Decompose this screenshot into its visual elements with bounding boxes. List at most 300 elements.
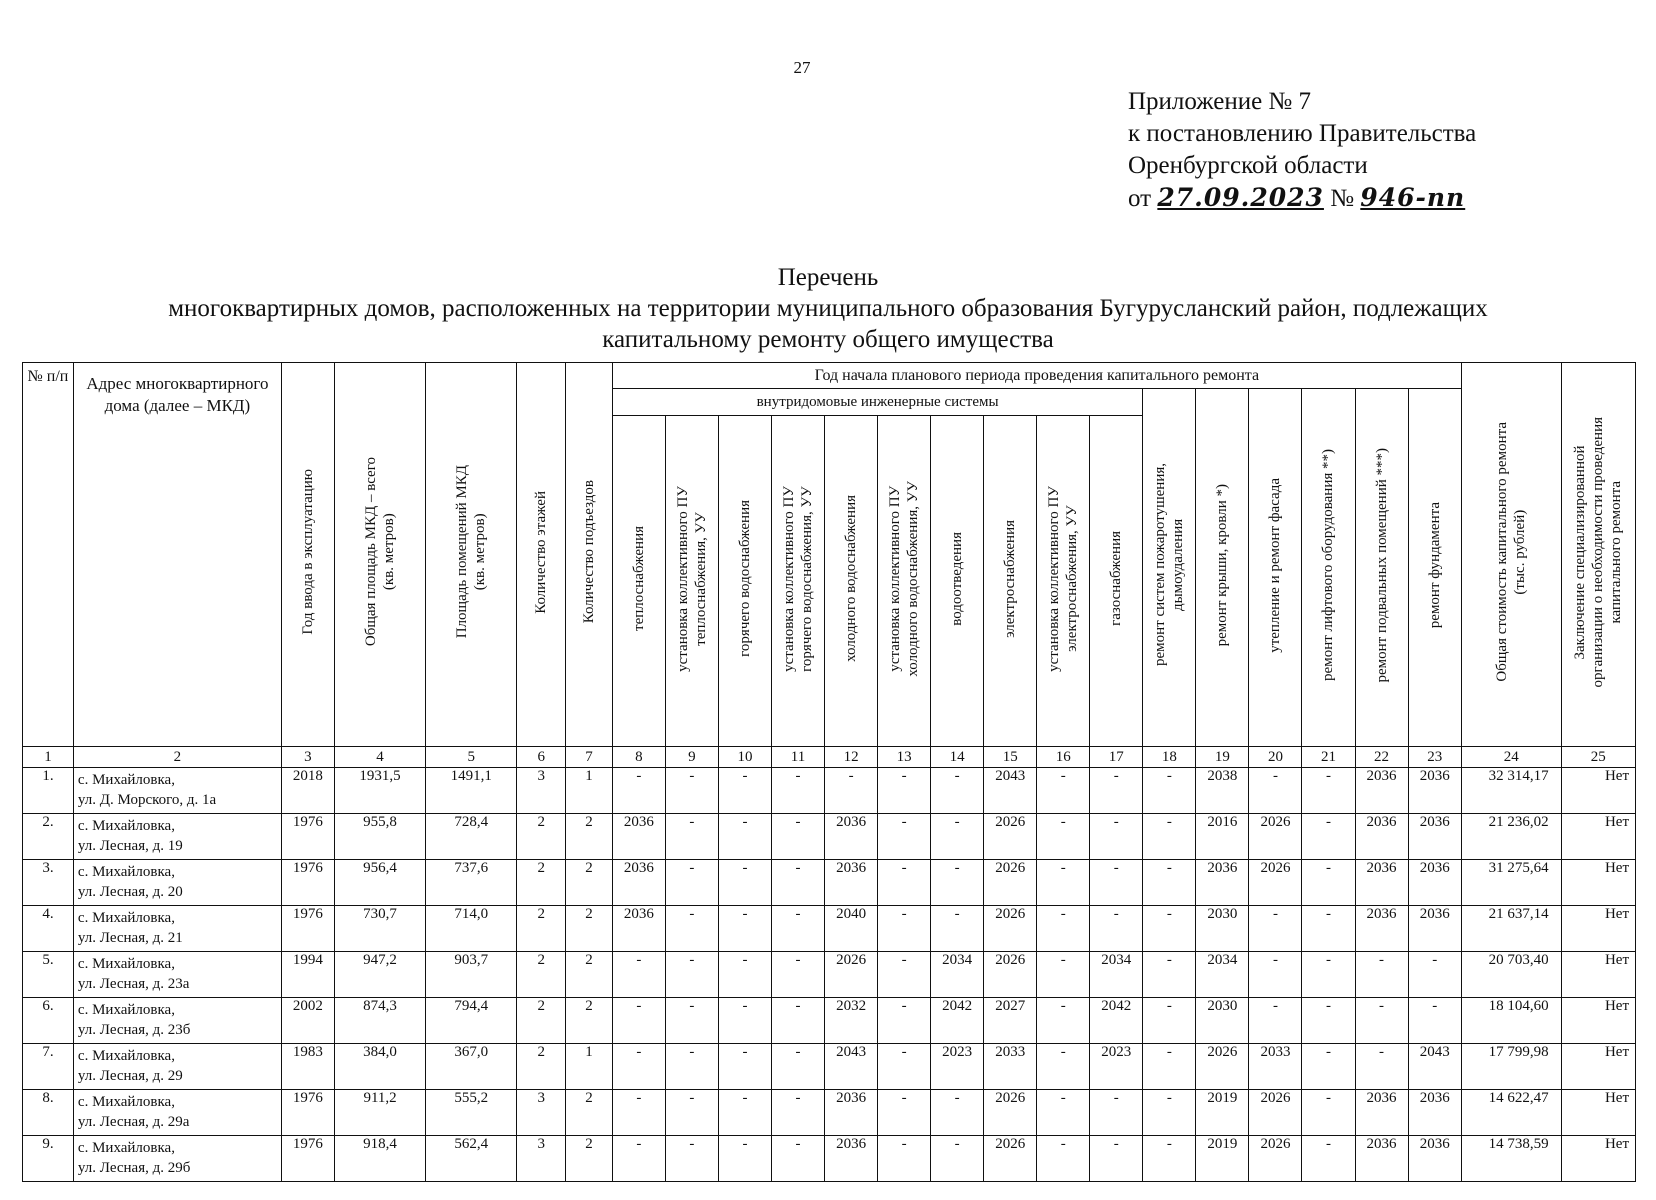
table-cell: - xyxy=(1302,998,1355,1044)
header-group-year: Год начала планового периода проведения капитального ремонта xyxy=(612,363,1461,389)
table-cell: - xyxy=(718,814,771,860)
column-number: 4 xyxy=(334,747,425,768)
header-group-systems: внутридомовые инженерные системы xyxy=(612,389,1142,416)
table-cell: - xyxy=(931,768,984,814)
table-cell: 2030 xyxy=(1196,998,1249,1044)
table-cell: - xyxy=(1302,952,1355,998)
table-cell: 2043 xyxy=(825,1044,878,1090)
table-cell: - xyxy=(772,860,825,906)
table-cell: 2043 xyxy=(1408,1044,1461,1090)
column-number: 16 xyxy=(1037,747,1090,768)
table-cell: 1 xyxy=(566,1044,613,1090)
column-number: 13 xyxy=(878,747,931,768)
table-cell: 1983 xyxy=(281,1044,334,1090)
table-cell: - xyxy=(612,1090,665,1136)
table-cell: 947,2 xyxy=(334,952,425,998)
address-line-2: ул. Лесная, д. 29б xyxy=(77,1160,191,1176)
table-cell: Нет xyxy=(1561,1136,1635,1182)
table-cell: 2002 xyxy=(281,998,334,1044)
table-cell: - xyxy=(612,768,665,814)
table-cell: 2036 xyxy=(825,814,878,860)
header-c21: ремонт лифтового оборудования **) xyxy=(1302,389,1355,747)
column-number: 9 xyxy=(665,747,718,768)
column-number: 24 xyxy=(1461,747,1561,768)
address-line-1: с. Михайловка, xyxy=(77,910,175,926)
table-cell: 2026 xyxy=(1249,814,1302,860)
table-cell: - xyxy=(1302,1044,1355,1090)
table-cell: - xyxy=(1302,768,1355,814)
table-cell: - xyxy=(1143,1044,1196,1090)
table-cell: 2 xyxy=(566,1136,613,1182)
table-cell: 2036 xyxy=(1355,1090,1408,1136)
table-cell: 874,3 xyxy=(334,998,425,1044)
table-cell: 2043 xyxy=(984,768,1037,814)
appendix-block xyxy=(1128,86,1476,215)
row-address xyxy=(73,952,281,998)
column-number: 19 xyxy=(1196,747,1249,768)
column-number: 14 xyxy=(931,747,984,768)
row-number: 8. xyxy=(23,1090,74,1136)
table-cell: - xyxy=(878,1136,931,1182)
table-cell: 3 xyxy=(517,1136,566,1182)
page-number: 27 xyxy=(793,58,811,77)
header-total-area: Общая площадь МКД – всего (кв. метров) xyxy=(334,363,425,747)
header-c16: установка коллективного ПУ электроснабжения, УУ xyxy=(1037,416,1090,747)
row-number: 6. xyxy=(23,998,74,1044)
header-c10: горячего водоснабжения xyxy=(718,416,771,747)
table-cell: 1 xyxy=(566,768,613,814)
column-number: 20 xyxy=(1249,747,1302,768)
table-cell: 2026 xyxy=(825,952,878,998)
table-cell: - xyxy=(1302,860,1355,906)
table-cell: - xyxy=(878,1044,931,1090)
table-cell: - xyxy=(1090,768,1143,814)
table-cell: - xyxy=(665,1044,718,1090)
table-cell: - xyxy=(878,998,931,1044)
table-cell: - xyxy=(1143,1090,1196,1136)
table-cell: - xyxy=(931,814,984,860)
table-cell: - xyxy=(1037,998,1090,1044)
table-cell: 3 xyxy=(517,768,566,814)
table-cell: - xyxy=(612,952,665,998)
address-line-2: ул. Д. Морского, д. 1а xyxy=(77,792,217,808)
table-cell: 2036 xyxy=(1355,906,1408,952)
table-cell: - xyxy=(878,814,931,860)
table-cell: - xyxy=(718,860,771,906)
table-cell: 2033 xyxy=(984,1044,1037,1090)
table-cell: - xyxy=(665,1136,718,1182)
column-number: 2 xyxy=(73,747,281,768)
table-cell: - xyxy=(1143,998,1196,1044)
header-c19: ремонт крыши, кровли *) xyxy=(1196,389,1249,747)
table-cell: 911,2 xyxy=(334,1090,425,1136)
table-cell: 2 xyxy=(566,814,613,860)
table-cell: 2026 xyxy=(1249,1090,1302,1136)
address-line-2: ул. Лесная, д. 23б xyxy=(77,1022,191,1038)
row-address xyxy=(73,1044,281,1090)
row-number: 7. xyxy=(23,1044,74,1090)
table-cell: - xyxy=(772,906,825,952)
table-cell: - xyxy=(1037,906,1090,952)
table-cell: - xyxy=(1249,952,1302,998)
row-address xyxy=(73,1136,281,1182)
table-cell: - xyxy=(718,1090,771,1136)
table-row xyxy=(23,1044,1636,1090)
table-cell: 1491,1 xyxy=(426,768,517,814)
table-cell: 2036 xyxy=(825,860,878,906)
table-cell: - xyxy=(772,1090,825,1136)
appendix-line-2: к постановлению Правительства xyxy=(1128,120,1477,147)
table-cell: - xyxy=(878,860,931,906)
table-cell: 384,0 xyxy=(334,1044,425,1090)
row-address xyxy=(73,906,281,952)
table-cell: 2036 xyxy=(1355,860,1408,906)
column-number: 11 xyxy=(772,747,825,768)
table-cell: 14 738,59 xyxy=(1461,1136,1561,1182)
title-line-3: капитальному ремонту общего имущества xyxy=(602,326,1054,353)
table-cell: 2036 xyxy=(1408,768,1461,814)
table-cell: - xyxy=(772,814,825,860)
table-cell: - xyxy=(1249,906,1302,952)
table-row xyxy=(23,906,1636,952)
table-cell: 2023 xyxy=(931,1044,984,1090)
table-row xyxy=(23,814,1636,860)
table-cell: 2038 xyxy=(1196,768,1249,814)
header-c18: ремонт систем пожаротушения, дымоудаления xyxy=(1143,389,1196,747)
header-c23: ремонт фундамента xyxy=(1408,389,1461,747)
table-row xyxy=(23,1090,1636,1136)
table-cell: 2036 xyxy=(1408,1136,1461,1182)
appendix-line-3: Оренбургской области xyxy=(1128,152,1368,179)
table-cell: 2 xyxy=(566,1090,613,1136)
table-cell: - xyxy=(612,1136,665,1182)
table-cell: - xyxy=(1090,906,1143,952)
table-cell: 2034 xyxy=(1196,952,1249,998)
row-number: 2. xyxy=(23,814,74,860)
table-cell: 2018 xyxy=(281,768,334,814)
table-cell: - xyxy=(1302,1090,1355,1136)
table-cell: 2036 xyxy=(1408,1090,1461,1136)
header-c11: установка коллективного ПУ горячего водоснабжения, УУ xyxy=(772,416,825,747)
table-cell: 1976 xyxy=(281,860,334,906)
table-cell: 918,4 xyxy=(334,1136,425,1182)
document-title xyxy=(40,262,1616,355)
column-number: 25 xyxy=(1561,747,1635,768)
table-cell: - xyxy=(878,1090,931,1136)
table-cell: 2 xyxy=(566,906,613,952)
table-cell: 2016 xyxy=(1196,814,1249,860)
table-body xyxy=(23,768,1636,1182)
address-line-2: ул. Лесная, д. 20 xyxy=(77,884,183,900)
table-cell: - xyxy=(665,860,718,906)
table-cell: - xyxy=(931,1136,984,1182)
table-cell: - xyxy=(665,998,718,1044)
table-cell: 2036 xyxy=(1355,768,1408,814)
table-cell: Нет xyxy=(1561,1044,1635,1090)
table-cell: - xyxy=(1037,860,1090,906)
header-floors: Количество этажей xyxy=(517,363,566,747)
table-cell: 2 xyxy=(517,1044,566,1090)
table-cell: 18 104,60 xyxy=(1461,998,1561,1044)
table-cell: - xyxy=(1355,1044,1408,1090)
table-cell: 32 314,17 xyxy=(1461,768,1561,814)
table-row xyxy=(23,1136,1636,1182)
table-cell: - xyxy=(1302,1136,1355,1182)
column-number: 15 xyxy=(984,747,1037,768)
table-cell: 2036 xyxy=(825,1136,878,1182)
table-cell: 2033 xyxy=(1249,1044,1302,1090)
table-cell: 2 xyxy=(566,952,613,998)
row-address xyxy=(73,1090,281,1136)
table-cell: - xyxy=(612,1044,665,1090)
row-address xyxy=(73,768,281,814)
table-cell: - xyxy=(718,1136,771,1182)
address-line-1: с. Михайловка, xyxy=(77,1048,175,1064)
header-address: Адрес многоквартирного дома (далее – МКД) xyxy=(73,363,281,747)
table-cell: 2034 xyxy=(1090,952,1143,998)
row-number: 1. xyxy=(23,768,74,814)
address-line-1: с. Михайловка, xyxy=(77,864,175,880)
row-number: 5. xyxy=(23,952,74,998)
table-cell: 17 799,98 xyxy=(1461,1044,1561,1090)
table-cell: 2036 xyxy=(1196,860,1249,906)
table-cell: - xyxy=(772,768,825,814)
header-c9: установка коллективного ПУ теплоснабжения, УУ xyxy=(665,416,718,747)
table-cell: - xyxy=(772,1136,825,1182)
header-num: № п/п xyxy=(23,363,74,747)
row-address xyxy=(73,860,281,906)
table-cell: - xyxy=(1143,768,1196,814)
table-cell: Нет xyxy=(1561,906,1635,952)
table-cell: - xyxy=(1249,768,1302,814)
table-cell: - xyxy=(1037,814,1090,860)
table-cell: 2023 xyxy=(1090,1044,1143,1090)
table-cell: - xyxy=(825,768,878,814)
table-cell: 2030 xyxy=(1196,906,1249,952)
row-address xyxy=(73,814,281,860)
table-cell: 2026 xyxy=(1249,1136,1302,1182)
address-line-2: ул. Лесная, д. 29 xyxy=(77,1068,183,1084)
header-c14: водоотведения xyxy=(931,416,984,747)
address-line-1: с. Михайловка, xyxy=(77,1140,175,1156)
table-cell: - xyxy=(665,952,718,998)
table-cell: - xyxy=(1355,998,1408,1044)
title-line-1: Перечень xyxy=(777,264,879,291)
address-line-1: с. Михайловка, xyxy=(77,772,175,788)
table-cell: - xyxy=(1090,860,1143,906)
table-cell: - xyxy=(1037,1090,1090,1136)
table-cell: - xyxy=(1143,952,1196,998)
column-number: 8 xyxy=(612,747,665,768)
handwritten-date: 27.09.2023 xyxy=(1157,183,1324,212)
column-number: 17 xyxy=(1090,747,1143,768)
table-cell: - xyxy=(1037,1136,1090,1182)
header-c12: холодного водоснабжения xyxy=(825,416,878,747)
header-c22: ремонт подвальных помещений ***) xyxy=(1355,389,1408,747)
row-address xyxy=(73,998,281,1044)
table-cell: 2036 xyxy=(612,814,665,860)
title-line-2: многоквартирных домов, расположенных на территории муниципального образования Бугурусланский район, подлежащих xyxy=(168,295,1488,322)
table-cell: 737,6 xyxy=(426,860,517,906)
table-cell: 21 236,02 xyxy=(1461,814,1561,860)
table-cell: 714,0 xyxy=(426,906,517,952)
column-number: 6 xyxy=(517,747,566,768)
table-cell: - xyxy=(878,906,931,952)
table-cell: 730,7 xyxy=(334,906,425,952)
table-cell: Нет xyxy=(1561,814,1635,860)
table-cell: - xyxy=(1302,906,1355,952)
table-cell: 955,8 xyxy=(334,814,425,860)
header-c8: теплоснабжения xyxy=(612,416,665,747)
repair-table xyxy=(22,362,1636,1182)
table-cell: 2 xyxy=(517,860,566,906)
table-cell: - xyxy=(1143,1136,1196,1182)
table-cell: 1931,5 xyxy=(334,768,425,814)
table-cell: - xyxy=(1143,860,1196,906)
table-cell: 2027 xyxy=(984,998,1037,1044)
table-cell: 2026 xyxy=(984,860,1037,906)
table-cell: 1994 xyxy=(281,952,334,998)
table-cell: 2042 xyxy=(931,998,984,1044)
table-cell: 2036 xyxy=(1408,860,1461,906)
table-cell: Нет xyxy=(1561,860,1635,906)
table-cell: - xyxy=(1408,998,1461,1044)
table-cell: 14 622,47 xyxy=(1461,1090,1561,1136)
table-cell: - xyxy=(718,768,771,814)
table-cell: 2019 xyxy=(1196,1090,1249,1136)
address-line-1: с. Михайловка, xyxy=(77,956,175,972)
row-number: 9. xyxy=(23,1136,74,1182)
column-number: 18 xyxy=(1143,747,1196,768)
address-line-2: ул. Лесная, д. 29а xyxy=(77,1114,190,1130)
column-number: 12 xyxy=(825,747,878,768)
table-cell: 2036 xyxy=(825,1090,878,1136)
table-cell: - xyxy=(1037,952,1090,998)
table-cell: - xyxy=(1090,1136,1143,1182)
table-cell: 2032 xyxy=(825,998,878,1044)
table-cell: - xyxy=(1408,952,1461,998)
table-cell: 728,4 xyxy=(426,814,517,860)
appendix-line-1: Приложение № 7 xyxy=(1128,88,1312,115)
table-cell: - xyxy=(1037,768,1090,814)
table-cell: 2036 xyxy=(1355,814,1408,860)
table-cell: 367,0 xyxy=(426,1044,517,1090)
table-cell: - xyxy=(1037,1044,1090,1090)
table-cell: 2040 xyxy=(825,906,878,952)
table-cell: 21 637,14 xyxy=(1461,906,1561,952)
table-cell: - xyxy=(612,998,665,1044)
table-cell: 2026 xyxy=(984,814,1037,860)
from-label: от xyxy=(1128,185,1152,212)
table-cell: 1976 xyxy=(281,1136,334,1182)
table-cell: 1976 xyxy=(281,814,334,860)
table-cell: - xyxy=(665,768,718,814)
table-cell: - xyxy=(1090,814,1143,860)
table-cell: - xyxy=(931,1090,984,1136)
table-cell: - xyxy=(878,768,931,814)
table-cell: 2026 xyxy=(984,1090,1037,1136)
column-number-row xyxy=(23,747,1636,768)
table-cell: 2026 xyxy=(984,906,1037,952)
column-index-row xyxy=(23,747,1636,768)
row-number: 3. xyxy=(23,860,74,906)
table-cell: - xyxy=(1302,814,1355,860)
table-cell: 1976 xyxy=(281,906,334,952)
table-cell: - xyxy=(772,998,825,1044)
table-cell: - xyxy=(665,906,718,952)
header-c13: установка коллективного ПУ холодного водоснабжения, УУ xyxy=(878,416,931,747)
header-c15: электроснабжения xyxy=(984,416,1037,747)
address-line-2: ул. Лесная, д. 23а xyxy=(77,976,190,992)
header-cost: Общая стоимость капитального ремонта (тыс. рублей) xyxy=(1461,363,1561,747)
table-row xyxy=(23,768,1636,814)
column-number: 10 xyxy=(718,747,771,768)
table-cell: Нет xyxy=(1561,1090,1635,1136)
column-number: 5 xyxy=(426,747,517,768)
table-cell: - xyxy=(718,1044,771,1090)
table-cell: 20 703,40 xyxy=(1461,952,1561,998)
table-cell: - xyxy=(665,814,718,860)
table-cell: 2036 xyxy=(612,906,665,952)
table-cell: 2036 xyxy=(1408,814,1461,860)
table-cell: 2034 xyxy=(931,952,984,998)
table-cell: - xyxy=(1249,998,1302,1044)
table-cell: 2036 xyxy=(1355,1136,1408,1182)
header-c17: газоснабжения xyxy=(1090,416,1143,747)
table-row xyxy=(23,860,1636,906)
table-cell: 2036 xyxy=(1408,906,1461,952)
table-cell: 1976 xyxy=(281,1090,334,1136)
address-line-1: с. Михайловка, xyxy=(77,1094,175,1110)
column-number: 23 xyxy=(1408,747,1461,768)
header-entrances: Количество подъездов xyxy=(566,363,613,747)
table-cell: - xyxy=(1090,1090,1143,1136)
table-cell: Нет xyxy=(1561,768,1635,814)
table-cell: 2019 xyxy=(1196,1136,1249,1182)
table-cell: - xyxy=(718,906,771,952)
table-cell: - xyxy=(878,952,931,998)
address-line-2: ул. Лесная, д. 21 xyxy=(77,930,183,946)
table-cell: 2 xyxy=(517,814,566,860)
table-cell: - xyxy=(1143,814,1196,860)
column-number: 3 xyxy=(281,747,334,768)
table-cell: - xyxy=(718,998,771,1044)
column-number: 21 xyxy=(1302,747,1355,768)
table-cell: - xyxy=(665,1090,718,1136)
table-cell: 2036 xyxy=(612,860,665,906)
table-cell: 555,2 xyxy=(426,1090,517,1136)
table-cell: - xyxy=(931,860,984,906)
header-c20: утепление и ремонт фасада xyxy=(1249,389,1302,747)
table-row xyxy=(23,998,1636,1044)
handwritten-number: 946-пп xyxy=(1360,183,1466,212)
table-cell: Нет xyxy=(1561,998,1635,1044)
column-number: 1 xyxy=(23,747,74,768)
address-line-2: ул. Лесная, д. 19 xyxy=(77,838,183,854)
table-cell: 2 xyxy=(517,952,566,998)
address-line-1: с. Михайловка, xyxy=(77,818,175,834)
header-conclusion: Заключение специализированной организации о необходимости проведения капитального ремонта xyxy=(1561,363,1635,747)
table-cell: 2026 xyxy=(984,952,1037,998)
address-line-1: с. Михайловка, xyxy=(77,1002,175,1018)
header-year: Год ввода в эксплуатацию xyxy=(281,363,334,747)
table-cell: - xyxy=(1143,906,1196,952)
column-number: 22 xyxy=(1355,747,1408,768)
number-sign: № xyxy=(1330,185,1355,212)
appendix-date-line xyxy=(1128,182,1476,215)
table-row xyxy=(23,952,1636,998)
row-number: 4. xyxy=(23,906,74,952)
